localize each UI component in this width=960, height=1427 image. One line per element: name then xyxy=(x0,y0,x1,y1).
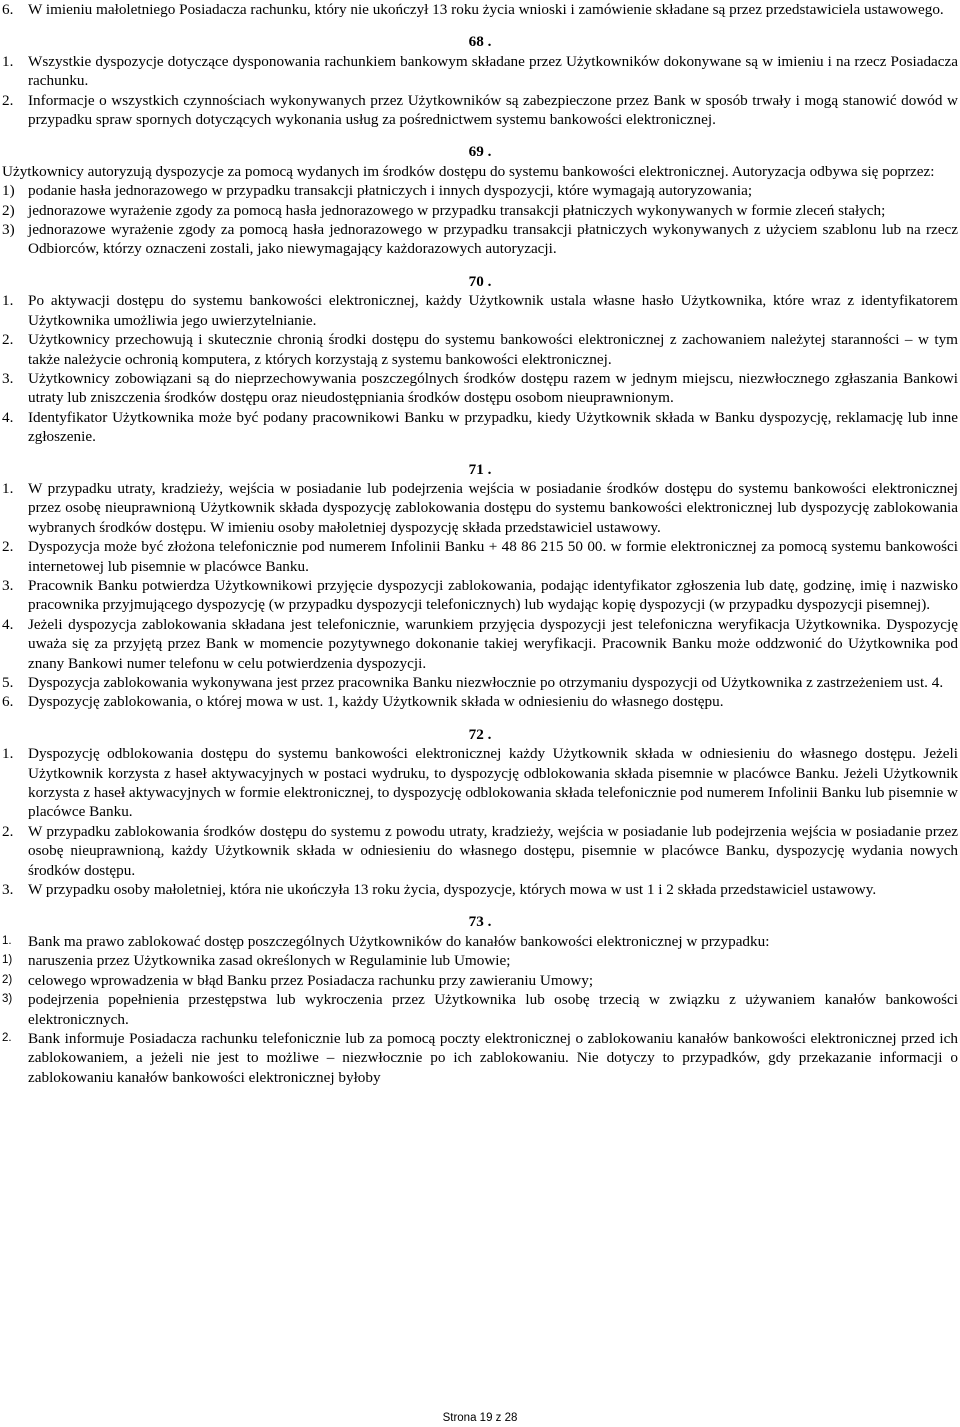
section-intro: Użytkownicy autoryzują dyspozycje za pomocą wydanych im środków dostępu do systemu bankowości elektronicznej. Autoryzacja odbywa się poprzez: xyxy=(2,162,935,180)
section-title-72: 72 . xyxy=(468,725,492,743)
list-item xyxy=(2,479,958,537)
item-text: jednorazowe wyrażenie zgody za pomocą hasła jednorazowego w przypadku transakcji płatniczych wykonywanych w formie zleceń stałych; xyxy=(28,201,886,219)
item-number: 5. xyxy=(2,674,14,691)
list-item xyxy=(2,1029,958,1087)
list-item xyxy=(2,330,958,369)
list-item xyxy=(2,880,958,899)
list-item xyxy=(2,692,958,711)
item-text: celowego wprowadzenia w błąd Banku przez Posiadacza rachunku przy zawieraniu Umowy; xyxy=(28,971,594,989)
list-item xyxy=(2,951,958,970)
section-title-71: 71 . xyxy=(468,460,492,478)
item-text: Dyspozycja może być złożona telefonicznie pod numerem Infolinii Banku + 48 86 215 50 00. w formie elektronicznej za pomocą systemu bankowości internetowej lub pisemnie w placówce Banku. xyxy=(28,538,958,575)
item-number: 2) xyxy=(2,201,15,219)
item-number: 1. xyxy=(2,479,14,497)
item-number: 1) xyxy=(2,182,15,200)
item-text: naruszenia przez Użytkownika zasad określonych w Regulaminie lub Umowie; xyxy=(28,952,511,970)
item-text: W imieniu małoletniego Posiadacza rachunku, który nie ukończył 13 roku życia wnioski i zamówienie składane są przez przedstawiciela ustawowego. xyxy=(28,1,944,18)
list-item xyxy=(2,932,958,951)
list-item xyxy=(2,673,958,692)
item-text: jednorazowe wyrażenie zgody za pomocą hasła jednorazowego w przypadku transakcji płatniczych wykonywanych z użyciem szablonu lub na rzecz Odbiorców, którzy oznaczeni zostali, jako niewymagający każdorazowych autoryzacji. xyxy=(28,221,958,258)
item-text: Bank informuje Posiadacza rachunku telefonicznie lub za pomocą poczty elektronicznej o zablokowaniu kanałów bankowości elektronicznej przed ich zablokowaniem, a jeżeli nie jest to możliwe – niezwłocznie po ich zablokowaniu. Nie dotyczy to przypadków, gdy przekazanie informacji o zablokowaniu kanałów bankowości elektronicznej byłoby xyxy=(28,1029,958,1086)
item-number: 4. xyxy=(2,408,14,426)
item-number: 1. xyxy=(2,292,14,310)
item-text: Jeżeli dyspozycja zablokowania składana jest telefonicznie, warunkiem przyjęcia dyspozycji jest telefoniczna weryfikacja Użytkownika. Dyspozycję uważa się za przyjętą przez Bank w momencie pozytywnego dokonanie takiej weryfikacji. Pracownik Banku może oddzwonić do Użytkownika pod znany Bankowi numer telefonu w celu potwierdzenia dyspozycji. xyxy=(28,615,958,672)
item-text: podanie hasła jednorazowego w przypadku transakcji płatniczych i innych dyspozycji, które wymagają autoryzowania; xyxy=(28,182,753,200)
list-item xyxy=(2,181,958,200)
list-item xyxy=(2,615,958,673)
list-item xyxy=(2,408,958,447)
item-number: 3) xyxy=(2,993,13,1006)
item-text: W przypadku utraty, kradzieży, wejścia w posiadanie lub podejrzenia wejścia w posiadanie środków dostępu do systemu bankowości elektronicznej przez osobę nieuprawnioną Użytkownik składa dyspozycję zablokowania dostępu do systemu bankowości elektronicznej lub dyspozycję zablokowania wybranych środków dostępu. W imieniu osoby małoletniej dyspozycję składa przedstawiciel ustawowy. xyxy=(28,479,958,536)
item-number: 2. xyxy=(2,91,14,109)
list-item xyxy=(2,822,958,880)
item-number: 1) xyxy=(2,954,13,967)
item-text: W przypadku zablokowania środków dostępu do systemu z powodu utraty, kradzieży, wejścia w posiadanie lub podejrzenia wejścia w posiadanie przez osobę nieuprawnioną, każdy Użytkownik składa w odniesieniu do własnego dostępu, pisemnie w placówce Banku, dyspozycję wydania nowych środków dostępu. xyxy=(28,822,958,879)
item-text: Dyspozycja zablokowania wykonywana jest przez pracownika Banku niezwłocznie po otrzymaniu dyspozycji od Użytkownika z zastrzeżeniem ust. 4. xyxy=(28,674,944,691)
item-text: podejrzenia popełnienia przestępstwa lub wykroczenia przez Użytkownika lub osobę trzecią w związku z używaniem kanałów bankowości elektronicznych. xyxy=(28,991,958,1028)
item-number: 3. xyxy=(2,881,14,899)
item-number: 3. xyxy=(2,576,14,594)
list-item xyxy=(2,971,958,990)
item-number: 1. xyxy=(2,934,12,947)
list-item xyxy=(2,990,958,1029)
list-item xyxy=(2,0,958,19)
list-item xyxy=(2,201,958,220)
section-title-69: 69 . xyxy=(468,143,492,161)
list-item xyxy=(2,52,958,91)
item-text: Pracownik Banku potwierdza Użytkownikowi przyjęcie dyspozycji zablokowania, podając identyfikator zgłoszenia lub datę, godzinę, imię i nazwisko pracownika przyjmującego dyspozycję (w przypadku dyspozycji telefonicznych) lub wydając kopię dyspozycji (w przypadku dyspozycji pisemnej). xyxy=(28,576,958,614)
list-item xyxy=(2,369,958,408)
list-item xyxy=(2,576,958,615)
item-text: Identyfikator Użytkownika może być podany pracownikowi Banku w przypadku, kiedy Użytkownik składa w Banku dyspozycję, reklamację lub inne zgłoszenie. xyxy=(28,408,958,446)
item-text: Informacje o wszystkich czynnościach wykonywanych przez Użytkowników są zabezpieczone przez Bank w sposób trwały i mogą stanowić dowód w przypadku spraw spornych dotyczących wykonania usług za pośrednictwem systemu bankowości elektronicznej. xyxy=(28,91,958,129)
item-number: 4. xyxy=(2,615,14,633)
item-text: Po aktywacji dostępu do systemu bankowości elektronicznej, każdy Użytkownik ustala własne hasło Użytkownika, które wraz z identyfikatorem Użytkownika umożliwia jego uwierzytelnianie. xyxy=(28,292,958,329)
item-number: 2. xyxy=(2,538,14,556)
item-number: 3. xyxy=(2,369,14,387)
item-text: Bank ma prawo zablokować dostęp poszczególnych Użytkowników do kanałów bankowości elektronicznej w przypadku: xyxy=(28,932,770,950)
list-item xyxy=(2,537,958,576)
item-number: 6. xyxy=(2,693,14,711)
item-number: 2) xyxy=(2,973,13,986)
item-number: 2. xyxy=(2,1031,12,1044)
item-text: Użytkownicy zobowiązani są do nieprzechowywania poszczególnych środków dostępu razem w jednym miejscu, niezwłocznego zgłaszania Bankowi utraty lub zniszczenia środków dostępu oraz nieudostępniania środków dostępu osobom nieuprawnionym. xyxy=(28,369,958,407)
item-text: Użytkownicy przechowują i skutecznie chronią środki dostępu do systemu bankowości elektronicznej z zachowaniem należytej staranności – w tym także należycie ochronią komputera, z których korzystają z systemu bankowości elektronicznej. xyxy=(28,331,958,368)
section-title-70: 70 . xyxy=(468,272,492,290)
list-item xyxy=(2,291,958,330)
item-number: 2. xyxy=(2,331,14,349)
item-text: Dyspozycję odblokowania dostępu do systemu bankowości elektronicznej każdy Użytkownik składa w odniesieniu do własnego dostępu. Jeżeli Użytkownik korzysta z haseł aktywacyjnych w postaci wydruku, to dyspozycję odblokowania składa pisemnie w placówce Banku. Jeżeli Użytkownik korzysta z haseł aktywacyjnych w formie elektronicznej, to dyspozycję odblokowania składa telefonicznie pod numerem Infolinii Banku lub pisemnie w placówce Banku. xyxy=(28,745,958,821)
list-item xyxy=(2,744,958,822)
item-number: 1. xyxy=(2,745,14,763)
item-text: Dyspozycję zablokowania, o której mowa w ust. 1, każdy Użytkownik składa w odniesieniu do własnego dostępu. xyxy=(28,693,724,711)
item-number: 2. xyxy=(2,822,14,840)
section-title-73: 73 . xyxy=(468,913,492,931)
item-number: 1. xyxy=(2,52,14,70)
item-text: W przypadku osoby małoletniej, która nie ukończyła 13 roku życia, dyspozycje, których mowa w ust 1 i 2 składa przedstawiciel ustawowy. xyxy=(28,881,877,899)
list-item xyxy=(2,91,958,130)
page-footer: Strona 19 z 28 xyxy=(442,1412,518,1424)
list-item xyxy=(2,220,958,259)
item-text: Wszystkie dyspozycje dotyczące dysponowania rachunkiem bankowym składane przez Użytkowników dokonywane są w imieniu i na rzecz Posiadacza rachunku. xyxy=(28,52,958,90)
item-number: 3) xyxy=(2,221,15,239)
item-number: 6. xyxy=(2,1,14,18)
section-title-68: 68 . xyxy=(468,33,492,51)
